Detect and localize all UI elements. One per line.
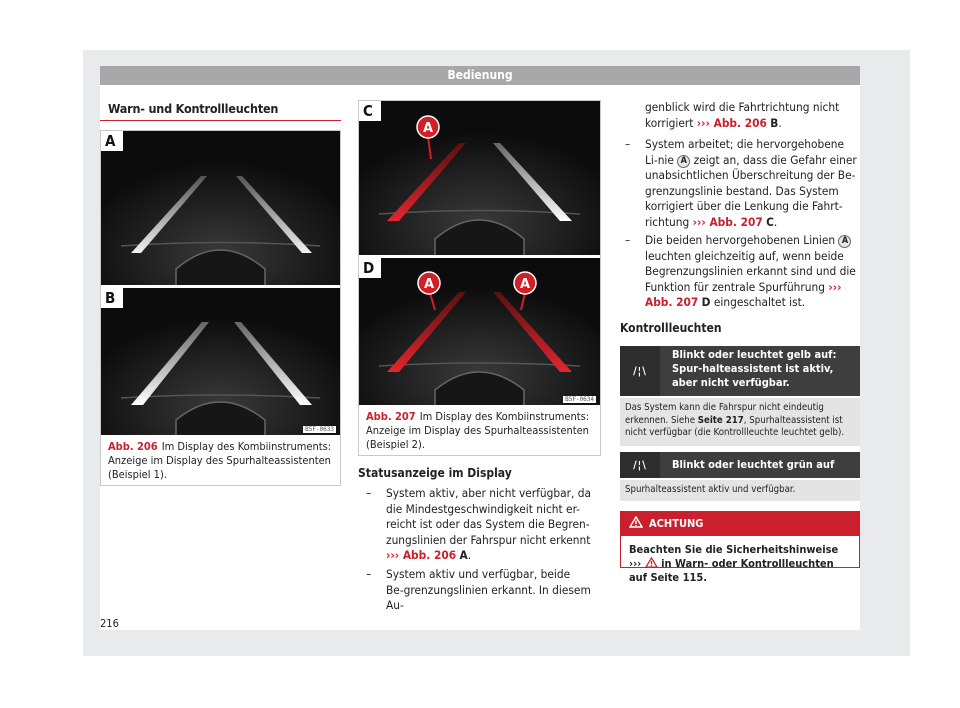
callout-a: A <box>422 121 434 136</box>
running-header: Bedienung <box>100 66 860 85</box>
ref-letter: C <box>766 214 774 229</box>
display-panel-a <box>101 131 340 285</box>
callout-a: A <box>519 277 531 292</box>
figure-number: Abb. 207 <box>366 410 416 423</box>
ref-link[interactable]: ››› Abb. 207 <box>692 214 763 229</box>
warning-box <box>620 511 860 584</box>
lane-display-d <box>359 258 600 405</box>
item-text: leuchten gleichzeitig auf, wenn beide Begrenzungslinien erkannt sind und die Funktion für zentrale Spurführung <box>645 248 856 294</box>
image-code: B5F-0634 <box>565 396 594 403</box>
table-row-heading: Blinkt oder leuchtet gelb auf: Spur-halteassistent ist aktiv, aber nicht verfügbar. <box>672 348 837 389</box>
ref-link[interactable]: ››› Abb. 206 <box>386 548 457 562</box>
warning-text: Beachten Sie die Sicherheitshinweise ››› in Warn- oder Kontrollleuchten auf Seite 115. <box>629 543 839 584</box>
table-row-body <box>620 480 860 501</box>
ref-link[interactable]: ››› Abb. 206 <box>696 115 767 130</box>
item-text: System aktiv und verfügbar, beide Be-grenzungslinien erkannt. In diesem Au- <box>386 567 591 612</box>
table-row <box>620 346 860 396</box>
table-row-body <box>620 398 860 446</box>
cont-text: genblick wird die Fahrtrichtung nicht korrigiert <box>645 100 840 130</box>
item-text: System aktiv, aber nicht verfügbar, da die Mindestgeschwindigkeit nicht er-reicht ist oder das System die Begren-zungslinien der Fahrspur nicht erkennt <box>386 486 591 547</box>
item-end: . <box>467 548 472 562</box>
item-end: . <box>773 214 778 229</box>
table-row-heading: Blinkt oder leuchtet grün auf <box>672 458 835 471</box>
panel-label: B <box>101 288 123 308</box>
ref-letter: D <box>701 295 711 309</box>
panel-label: C <box>359 101 381 121</box>
panel-label: D <box>359 258 381 278</box>
callout-a-icon: A <box>677 155 690 168</box>
figure-caption <box>366 410 596 452</box>
display-panel-c <box>359 101 600 255</box>
list-dash: – <box>625 233 631 247</box>
ref-link[interactable]: ››› Abb. 207 <box>645 279 842 309</box>
warning-header <box>621 512 859 536</box>
lane-display-c <box>359 101 600 255</box>
caption-text: Im Display des Kombiinstruments: Anzeige im Display des Spurhalteassistenten (Beispiel 2). <box>366 410 590 451</box>
image-code: B5F-0633 <box>305 426 334 433</box>
callout-a: A <box>423 277 435 292</box>
warning-triangle-icon <box>645 557 658 568</box>
figure-207 <box>358 100 601 456</box>
row-text: , Spurhalteassistent ist nicht verfügbar (die Kontrollleuchte leuchtet gelb). <box>625 414 845 438</box>
item-end: eingeschaltet ist. <box>713 295 806 309</box>
list-dash: – <box>366 567 372 581</box>
title-underline <box>100 120 341 121</box>
row-text: Spurhalteassistent aktiv und verfügbar. <box>625 484 796 495</box>
item-text: System arbeitet; die hervorgehobene Li-nie <box>645 137 844 167</box>
callout-a-icon: A <box>838 235 851 248</box>
section-title: Warn- und Kontrollleuchten <box>108 101 279 116</box>
item-end: . <box>778 115 782 130</box>
lane-assist-icon: /¦\ <box>620 346 660 396</box>
figure-206 <box>100 130 341 486</box>
lane-display-a <box>101 131 340 285</box>
list-dash: – <box>366 486 372 500</box>
kontroll-heading: Kontrollleuchten <box>620 321 722 335</box>
display-panel-d <box>359 258 600 405</box>
figure-number: Abb. 206 <box>108 440 158 453</box>
panel-label: A <box>101 131 123 151</box>
display-panel-b <box>101 288 340 435</box>
row-text: Das System kann die Fahrspur nicht eindeutig erkennen. Siehe <box>625 402 824 426</box>
table-row <box>620 452 860 478</box>
item-text: zeigt an, dass die Gefahr einer unabsichtlichen Überschreitung der Be-grenzungslinie bestand. Das System korrigiert über die Lenkung die Fahrt-richtung <box>645 152 857 229</box>
lane-assist-icon: /¦\ <box>620 452 660 478</box>
lane-display-b <box>101 288 340 435</box>
ref-letter: B <box>770 115 779 130</box>
continued-text <box>645 100 859 131</box>
page-number: 216 <box>100 617 119 630</box>
caption-text: Im Display des Kombiinstruments: Anzeige im Display des Spurhalteassistenten (Beispiel 1). <box>108 440 332 481</box>
warning-title: ACHTUNG <box>649 517 704 530</box>
figure-caption <box>108 440 336 482</box>
status-heading: Statusanzeige im Display <box>358 466 512 480</box>
ref-letter: A <box>459 548 468 562</box>
warning-triangle-icon <box>629 516 643 528</box>
page-link[interactable]: Seite 217 <box>697 414 744 426</box>
list-dash: – <box>625 137 631 151</box>
item-text: Die beiden hervorgehobenen Linien <box>645 233 836 247</box>
